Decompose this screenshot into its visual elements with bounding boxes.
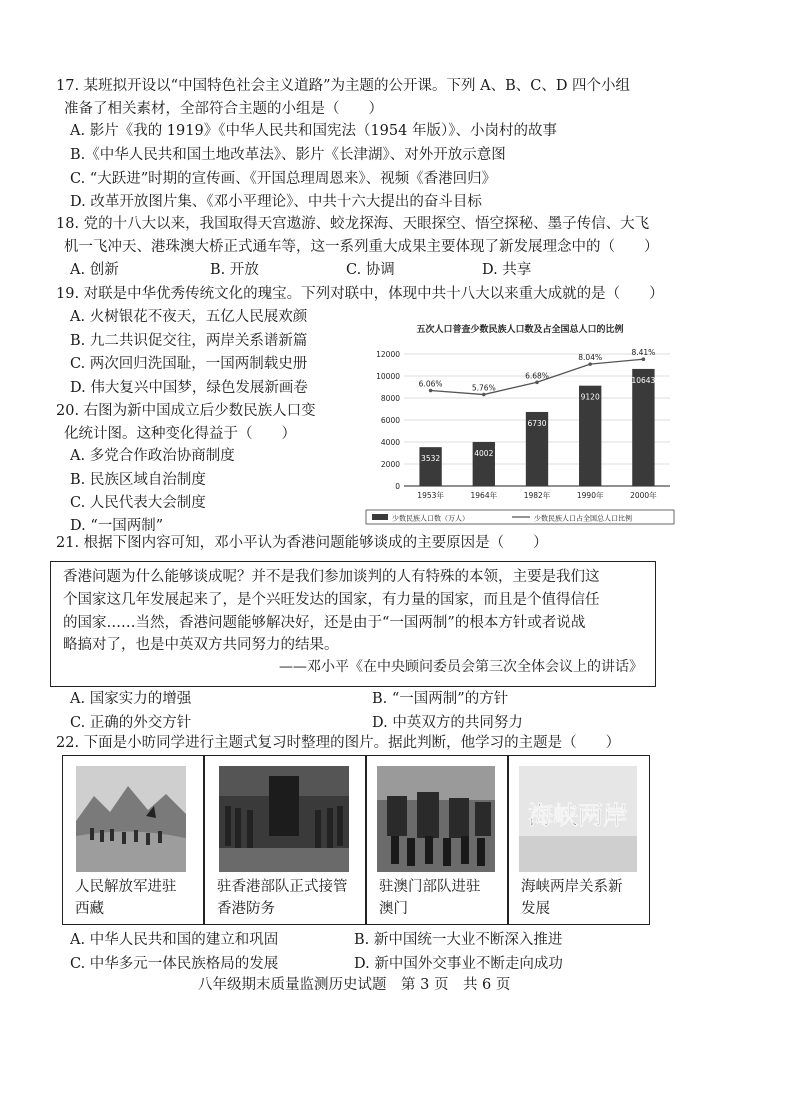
minority-population-chart (364, 318, 676, 526)
q20-option-b: B. 民族区域自治制度 (70, 472, 206, 488)
q17-option-a: A. 影片《我的 1919》《中华人民共和国宪法（1954 年版）》、小岗村的故事 (70, 123, 557, 139)
quote-line: 个国家这几年发展起来了，是个兴旺发达的国家，有力量的国家，而且是个值得信任 (63, 592, 600, 608)
pla-tibet-photo (76, 766, 186, 872)
caption-line: 海峡两岸关系新 (521, 879, 623, 895)
chart-x-tick-label: 1990年 (576, 491, 604, 500)
photo-caption-macau (379, 876, 505, 920)
chart-percent-label: 6.68% (525, 371, 549, 381)
caption-line: 人民解放军进驻 (75, 879, 177, 895)
cross-strait-title-text: 海峡两岸 (527, 801, 629, 830)
quote-line: 香港问题为什么能够谈成呢？并不是我们参加谈判的人有特殊的本领，主要是我们这 (63, 569, 600, 585)
chart-y-tick-label: 8000 (380, 394, 400, 403)
q19-option-c: C. 两次回归洗国耻，一国两制载史册 (70, 356, 308, 372)
quote-line: 的国家……当然，香港问题能够解决好，还是由于“一国两制”的根本方针或者说战 (63, 615, 586, 631)
q21-stem: 21. 根据下图内容可知，邓小平认为香港问题能够谈成的主要原因是（ ） (56, 535, 548, 551)
chart-percent-label: 6.06% (418, 379, 443, 389)
q20-option-a: A. 多党合作政治协商制度 (70, 448, 235, 464)
q22-option-d: D. 新中国外交事业不断走向成功 (354, 956, 563, 972)
chart-x-tick-label: 1964年 (470, 491, 498, 500)
q18-option-d: D. 共享 (482, 262, 532, 278)
photo-card-tibet (62, 755, 204, 925)
q20-stem-line2: 化统计图。这种变化得益于（ ） (64, 426, 296, 442)
caption-line: 发展 (521, 901, 550, 917)
photo-card-hongkong (204, 755, 366, 925)
chart-bar-value-label: 3532 (421, 454, 441, 464)
chart-percent-point (482, 393, 486, 397)
photo-caption-tibet (75, 876, 201, 920)
q19-option-b: B. 九二共识促交往，两岸关系谱新篇 (70, 333, 308, 349)
chart-y-axis (376, 350, 400, 491)
photo-card-macau (366, 755, 508, 925)
photo-card-cross-strait (508, 755, 650, 925)
chart-bar-value-label: 6730 (527, 418, 547, 428)
page-footer: 八年级期末质量监测历史试题 第 3 页 共 6 页 (198, 977, 511, 993)
q18-stem-line2: 机一飞冲天、港珠澳大桥正式通车等，这一系列重大成果主要体现了新发展理念中的（ ） (64, 239, 659, 255)
chart-title: 五次人口普查少数民族人口数及占全国总人口的比例 (416, 325, 624, 335)
deng-xiaoping-quote-box (50, 561, 656, 687)
chart-x-tick-label: 1982年 (523, 491, 551, 500)
chart-y-tick-label: 6000 (380, 416, 400, 425)
chart-y-tick-label: 10000 (376, 372, 400, 381)
quote-source: ——邓小平《在中央顾问委员会第三次全体会议上的讲话》 (279, 659, 643, 675)
caption-line: 驻澳门部队进驻 (379, 879, 481, 895)
chart-y-tick-label: 0 (395, 482, 400, 491)
q21-option-a: A. 国家实力的增强 (70, 691, 192, 707)
quote-line: 略搞对了，也是中英双方共同努力的结果。 (63, 637, 339, 653)
q18-option-b: B. 开放 (210, 262, 259, 278)
chart-bar-value-label: 4002 (474, 448, 494, 458)
q17-option-b: B.《中华人民共和国土地改革法》、影片《长津湖》、对外开放示意图 (70, 147, 506, 163)
chart-percent-point (642, 357, 646, 361)
chart-percent-label: 5.76% (471, 383, 496, 393)
chart-y-tick-label: 12000 (376, 350, 400, 359)
q22-option-b: B. 新中国统一大业不断深入推进 (354, 932, 563, 948)
q22-option-a: A. 中华人民共和国的建立和巩固 (70, 932, 279, 948)
legend-line-label: 少数民族人口占全国总人口比例 (534, 514, 632, 523)
chart-x-tick-label: 1953年 (417, 491, 444, 500)
hk-garrison-photo (219, 766, 349, 872)
chart-bar (419, 447, 441, 486)
q17-stem-line2: 准备了相关素材，全部符合主题的小组是（ ） (64, 101, 383, 117)
q21-option-d: D. 中英双方的共同努力 (372, 715, 523, 731)
macau-garrison-photo (377, 766, 495, 872)
q18-option-c: C. 协调 (346, 262, 395, 278)
chart-percent-label: 8.04% (578, 353, 603, 363)
q20-option-c: C. 人民代表大会制度 (70, 495, 206, 511)
q17-option-d: D. 改革开放图片集、《邓小平理论》、中共十六大提出的奋斗目标 (70, 194, 482, 210)
legend-bar-label: 少数民族人口数（万人） (392, 514, 469, 523)
q19-stem: 19. 对联是中华优秀传统文化的瑰宝。下列对联中，体现中共十八大以来重大成就的是（ ） (56, 286, 664, 302)
q20-option-d: D. “一国两制” (70, 518, 164, 534)
q20-stem-line1: 20. 右图为新中国成立后少数民族人口变 (56, 403, 316, 419)
chart-percent-point (429, 389, 433, 393)
cross-strait-photo (519, 766, 637, 872)
chart-percent-point (535, 380, 539, 384)
chart-x-axis (417, 490, 657, 500)
chart-bar-value-label: 10643 (631, 375, 656, 385)
q19-option-d: D. 伟大复兴中国梦，绿色发展新画卷 (70, 380, 308, 396)
q17-option-c: C. “大跃进”时期的宣传画、《开国总理周恩来》、视频《香港回归》 (70, 171, 497, 187)
q18-stem-line1: 18. 党的十八大以来，我国取得天宫遨游、蛟龙探海、天眼探空、悟空探秘、墨子传信、大飞 (56, 216, 650, 232)
q22-stem: 22. 下面是小昉同学进行主题式复习时整理的图片。据此判断，他学习的主题是（ ） (56, 735, 621, 751)
chart-y-tick-label: 2000 (380, 460, 400, 469)
chart-legend (366, 510, 674, 524)
q21-option-b: B. “一国两制”的方针 (372, 691, 509, 707)
photo-caption-cross-strait (521, 876, 647, 920)
q17-stem-line1: 17. 某班拟开设以“中国特色社会主义道路”为主题的公开课。下列 A、B、C、D 四个小组 (56, 78, 631, 94)
chart-bar (632, 369, 654, 486)
chart-bar-value-label: 9120 (580, 392, 600, 402)
chart-percent-point (588, 362, 592, 366)
q19-option-a: A. 火树银花不夜天，五亿人民展欢颜 (70, 309, 308, 325)
caption-line: 香港防务 (217, 901, 275, 917)
q18-option-a: A. 创新 (70, 262, 119, 278)
legend-bar-swatch (372, 514, 388, 520)
q22-option-c: C. 中华多元一体民族格局的发展 (70, 956, 279, 972)
caption-line: 澳门 (379, 901, 408, 917)
caption-line: 驻香港部队正式接管 (217, 879, 348, 895)
chart-percent-label: 8.41% (631, 348, 656, 358)
chart-svg (364, 318, 676, 526)
chart-x-tick-label: 2000年 (630, 491, 657, 500)
chart-y-tick-label: 4000 (380, 438, 400, 447)
photo-caption-hongkong (217, 876, 367, 920)
q21-option-c: C. 正确的外交方针 (70, 715, 192, 731)
caption-line: 西藏 (75, 901, 104, 917)
